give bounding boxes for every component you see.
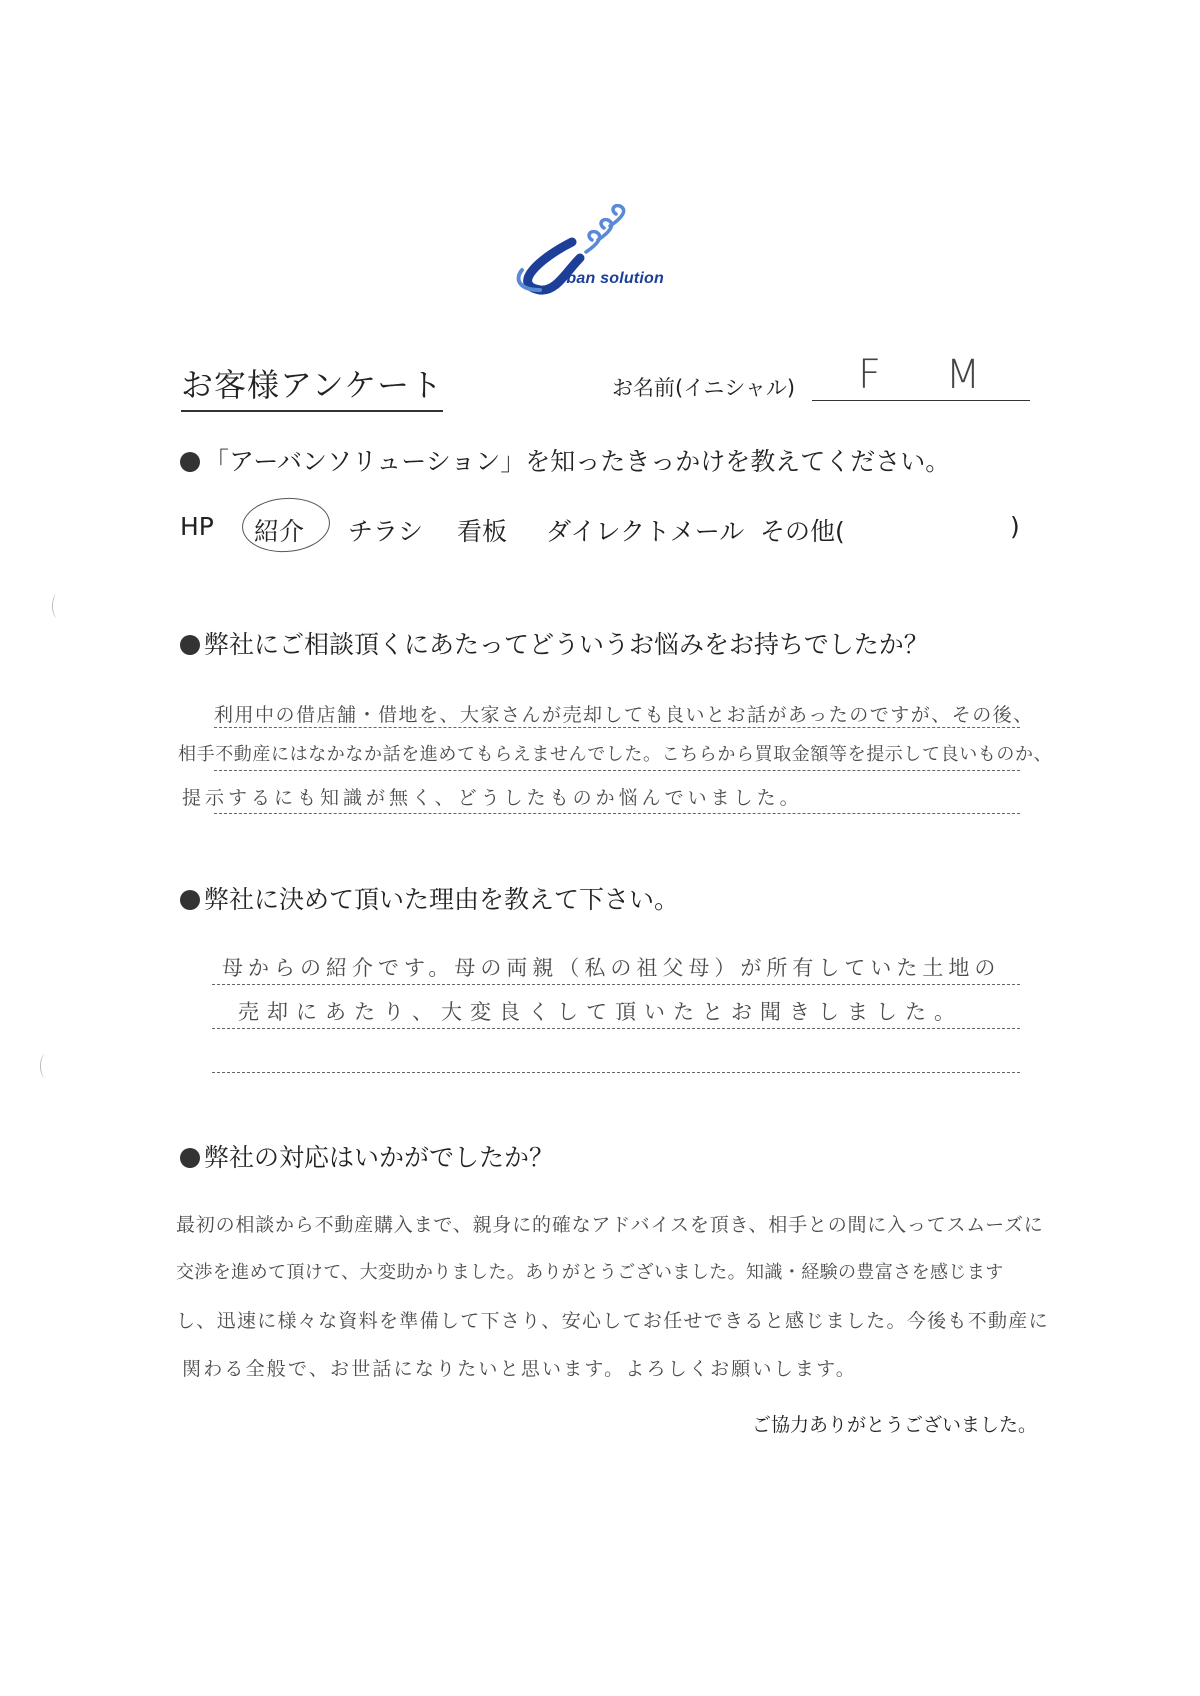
- name-label: お名前(イニシャル): [612, 376, 796, 400]
- q2-answer-line-3: 提示するにも知識が無く、どうしたものか悩んでいました。: [182, 787, 803, 809]
- question-2: [180, 625, 929, 661]
- option-signboard[interactable]: 看板: [457, 517, 508, 546]
- option-referral[interactable]: 紹介: [254, 517, 305, 546]
- question-2-text: 弊社にご相談頂くにあたってどういうお悩みをお持ちでしたか？: [204, 630, 929, 659]
- q2-dotted-line-2: [214, 770, 1020, 771]
- question-1-text: 「アーバンソリューション」を知ったきっかけを教えてください。: [204, 447, 951, 476]
- bullet-icon: [180, 635, 200, 655]
- option-other[interactable]: その他(: [760, 517, 845, 546]
- q3-dotted-line-1: [212, 984, 1020, 985]
- q4-answer-line-2: 交渉を進めて頂けて、大変助かりました。ありがとうございました。知識・経験の豊富さを感じます: [176, 1262, 1004, 1283]
- q2-answer-line-1: 利用中の借店舗・借地を、大家さんが売却しても良いとお話があったのですが、その後、: [214, 704, 1034, 726]
- question-4-text: 弊社の対応はいかがでしたか？: [204, 1143, 555, 1172]
- question-3: [180, 880, 679, 916]
- question-1: [180, 442, 950, 478]
- q3-dotted-line-3: [212, 1072, 1020, 1073]
- q3-answer-line-1: 母からの紹介です。母の両親（私の祖父母）が所有していた土地の: [222, 956, 1001, 980]
- name-underline: [812, 400, 1030, 401]
- margin-mark: [52, 594, 63, 618]
- logo-text: rban solution: [560, 270, 664, 287]
- q2-dotted-line-1: [214, 727, 1020, 728]
- question-4: [180, 1138, 554, 1174]
- q2-answer-line-2: 相手不動産にはなかなか話を進めてもらえませんでした。こちらから買取金額等を提示して良いものか、: [178, 744, 1053, 765]
- thank-you-note: ご協力ありがとうございました。: [752, 1414, 1038, 1436]
- q4-answer-line-4: 関わる全般で、お世話になりたいと思います。よろしくお願いします。: [182, 1358, 857, 1380]
- bullet-icon: [180, 1148, 200, 1168]
- question-3-text: 弊社に決めて頂いた理由を教えて下さい。: [204, 885, 680, 914]
- margin-mark: [40, 1054, 51, 1078]
- q4-answer-line-1: 最初の相談から不動産購入まで、親身に的確なアドバイスを頂き、相手との間に入ってスムーズに: [176, 1214, 1044, 1236]
- option-other-close: ): [1010, 512, 1020, 541]
- q4-answer-line-3: し、迅速に様々な資料を準備して下さり、安心してお任せできると感じました。今後も不動産に: [176, 1310, 1049, 1332]
- logo-swoosh-icon: [500, 200, 730, 310]
- page-title: お客様アンケート: [181, 360, 443, 412]
- option-flyer[interactable]: チラシ: [348, 517, 424, 546]
- q3-answer-line-2: 売却にあたり、大変良くして頂いたとお聞きしました。: [238, 1000, 963, 1024]
- option-hp[interactable]: HP: [180, 512, 214, 541]
- option-direct-mail[interactable]: ダイレクトメール: [546, 517, 745, 546]
- name-initials: F M: [858, 352, 1007, 398]
- q3-dotted-line-2: [212, 1028, 1020, 1029]
- q2-dotted-line-3: [214, 813, 1020, 814]
- bullet-icon: [180, 452, 200, 472]
- company-logo: [500, 200, 730, 310]
- bullet-icon: [180, 890, 200, 910]
